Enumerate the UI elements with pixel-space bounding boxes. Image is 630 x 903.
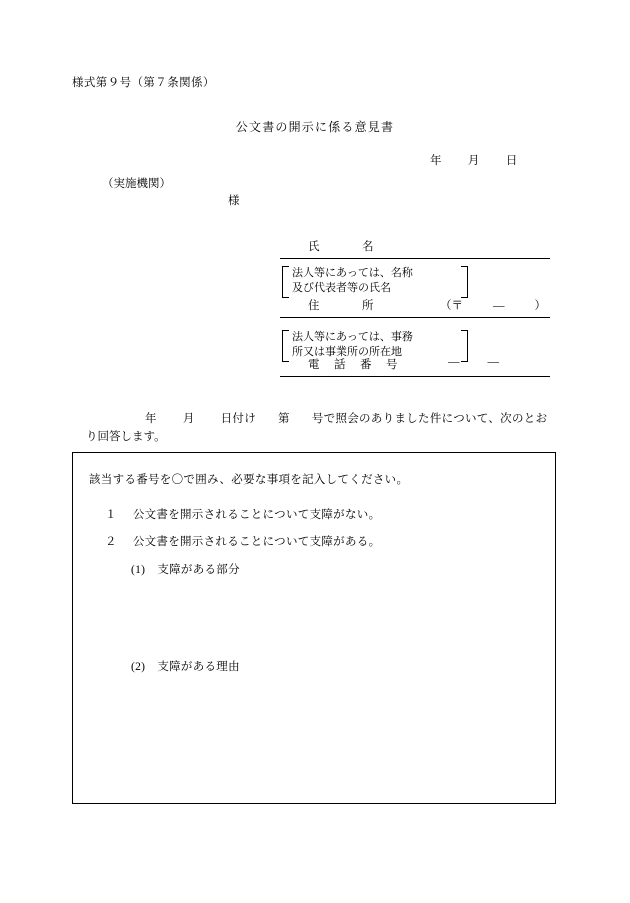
organization-label: （実施機関） [102, 178, 171, 190]
box-instruction: 該当する番号を〇で囲み、必要な事項を記入してください。 [89, 474, 409, 486]
subitem-2-text: 支障がある理由 [157, 661, 240, 673]
reply-number-suffix: 号で照会のありました件について、次のとお [311, 413, 548, 425]
reply-number-prefix: 第 [278, 413, 290, 425]
name-note-line-1: 法人等にあっては、名称 [292, 267, 413, 279]
reply-reference-line [145, 410, 547, 426]
option-1-text: 公文書を開示されることについて支障がない。 [132, 509, 381, 521]
option-item-2[interactable] [105, 533, 380, 549]
name-field-row[interactable] [280, 236, 550, 259]
address-note-line-1: 法人等にあっては、事務 [292, 331, 413, 343]
honorific-label: 様 [228, 195, 240, 207]
subitem-1-number: (1) [131, 564, 146, 576]
date-day: 日 [505, 155, 518, 167]
bracket-right-icon [461, 330, 468, 362]
form-number: 様式第９号（第７条関係） [72, 77, 215, 89]
bracket-left-icon [282, 266, 289, 298]
reply-year: 年 [145, 413, 157, 425]
bracket-right-icon [461, 266, 468, 298]
option-2-number: ２ [105, 536, 117, 548]
option-item-1[interactable] [105, 506, 380, 522]
postal-code-field[interactable]: （〒 ― ） [440, 300, 546, 312]
bracket-left-icon [282, 330, 289, 362]
name-field-label: 氏 名 [308, 241, 374, 253]
subitem-2 [131, 658, 240, 674]
address-note-line-2: 所又は事業所の所在地 [292, 346, 402, 358]
subitem-1 [131, 561, 240, 577]
telephone-field-label: 電 話 番 号 [308, 359, 398, 371]
date-line [430, 152, 518, 168]
answer-box [72, 452, 556, 804]
address-field-note [282, 328, 460, 363]
subitem-1-text: 支障がある部分 [157, 564, 240, 576]
option-2-text: 公文書を開示されることについて支障がある。 [132, 536, 381, 548]
date-year: 年 [430, 155, 442, 167]
reply-month: 月 [182, 413, 195, 425]
name-field-note [282, 264, 460, 299]
page-title: 公文書の開示に係る意見書 [235, 120, 395, 134]
option-1-number: １ [105, 509, 117, 521]
reply-dayed: 日付け [220, 413, 257, 425]
subitem-2-number: (2) [131, 661, 146, 673]
address-field-label: 住 所 [308, 300, 374, 312]
date-month: 月 [467, 155, 480, 167]
telephone-number-input[interactable]: ― ― [448, 356, 499, 368]
name-note-line-2: 及び代表者等の氏名 [292, 282, 391, 294]
reply-closing-line: り回答します。 [86, 431, 166, 443]
